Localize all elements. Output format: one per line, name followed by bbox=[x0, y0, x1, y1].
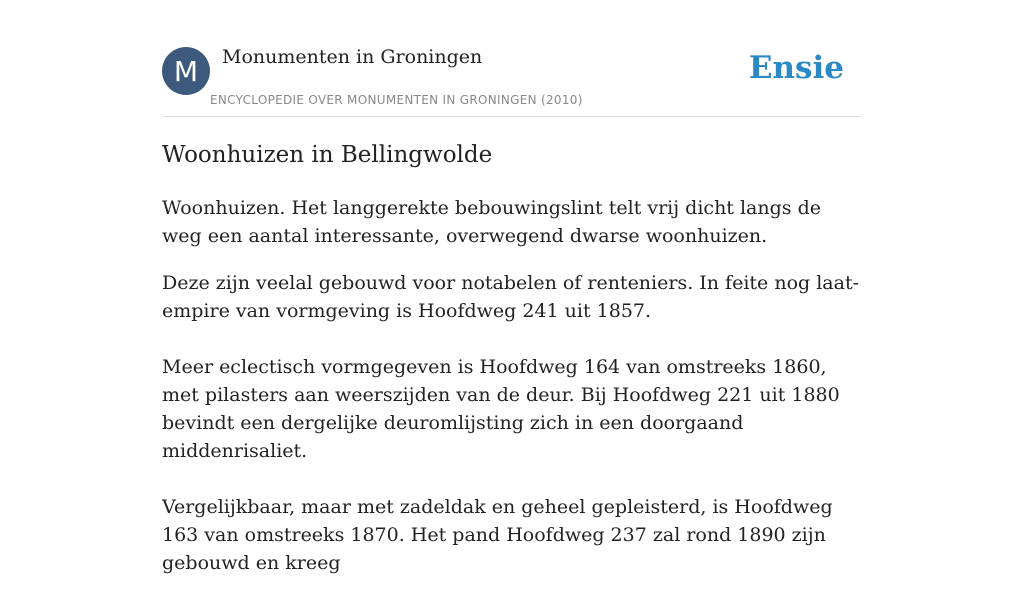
article-paragraph: Woonhuizen. Het langgerekte bebouwingslint telt vrij dicht langs de weg een aantal interessante, overwegend dwarse woonhuizen. bbox=[162, 197, 821, 247]
brand-logo[interactable]: Ensie bbox=[748, 50, 844, 86]
source-subtitle: ENCYCLOPEDIE OVER MONUMENTEN IN GRONINGEN (2010) bbox=[210, 93, 583, 107]
source-title[interactable]: Monumenten in Groningen bbox=[222, 46, 483, 68]
article-heading: Woonhuizen in Bellingwolde bbox=[162, 142, 493, 168]
header bbox=[162, 46, 862, 117]
article bbox=[162, 140, 862, 596]
article-paragraph: Deze zijn veelal gebouwd voor notabelen of renteniers. In feite nog laat-empire van vormgeving is Hoofdweg 241 uit 1857. bbox=[162, 272, 859, 322]
article-paragraph: Vergelijkbaar, maar met zadeldak en geheel gepleisterd, is Hoofdweg 163 van omstreeks 1870. Het pand Hoofdweg 237 zal rond 1890 zijn gebouwd en kreeg bbox=[162, 496, 833, 574]
avatar[interactable]: M bbox=[162, 47, 210, 95]
article-paragraph: Meer eclectisch vormgegeven is Hoofdweg 164 van omstreeks 1860, met pilasters aan weerszijden van de deur. Bij Hoofdweg 221 uit 1880 bevindt een dergelijke deuromlijsting zich in een doorgaand middenrisaliet. bbox=[162, 356, 840, 462]
